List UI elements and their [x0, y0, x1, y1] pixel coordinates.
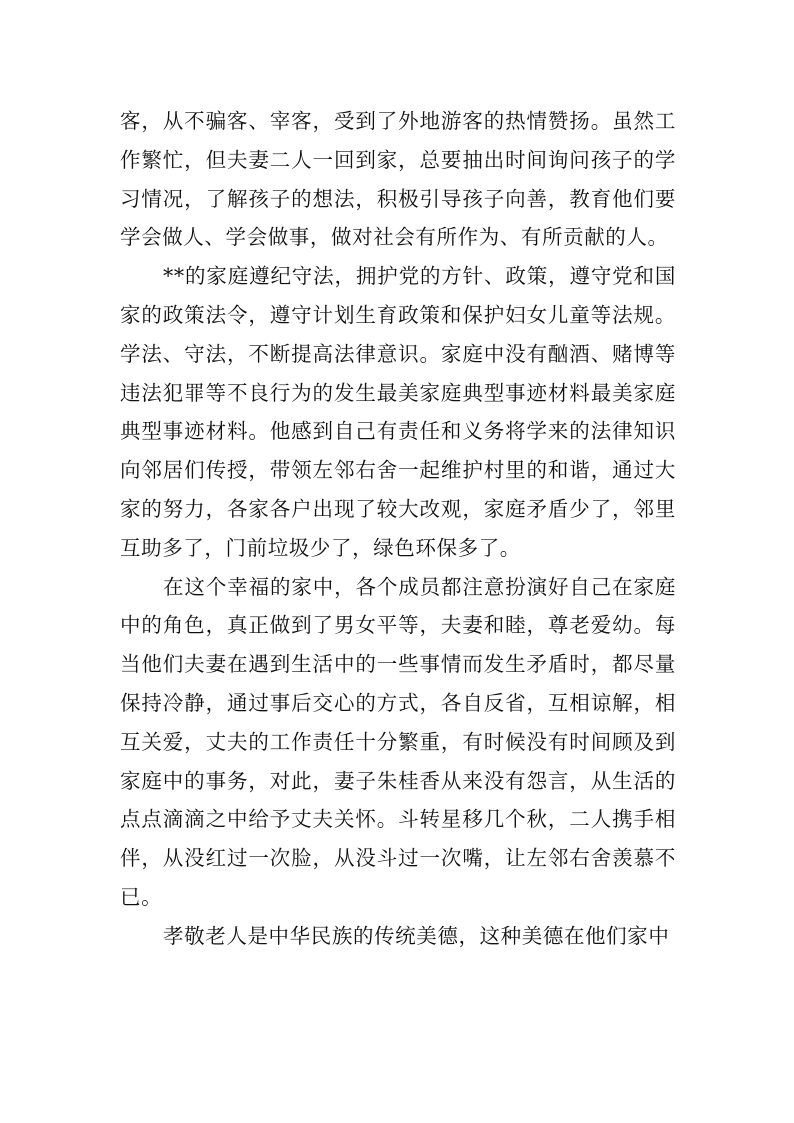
paragraph-3: 在这个幸福的家中，各个成员都注意扮演好自己在家庭中的角色，真正做到了男女平等，夫妻和睦，尊老爱幼。每当他们夫妻在遇到生活中的一些事情而发生矛盾时，都尽量保持冷静，通过事后交心的方式，各自反省，互相谅解，相互关爱，丈夫的工作责任十分繁重，有时候没有时间顾及到家庭中的事务，对此，妻子朱桂香从来没有怨言，从生活的点点滴滴之中给予丈夫关怀。斗转星移几个秋，二人携手相伴，从没红过一次脸，从没斗过一次嘴，让左邻右舍羡慕不已。 — [120, 574, 676, 909]
paragraph-4: 孝敬老人是中华民族的传统美德，这种美德在他们家中 — [163, 923, 670, 948]
document-body — [120, 102, 676, 956]
paragraph-1: 客，从不骗客、宰客，受到了外地游客的热情赞扬。虽然工作繁忙，但夫妻二人一回到家，总要抽出时间询问孩子的学习情况，了解孩子的想法，积极引导孩子向善，教育他们要学会做人、学会做事，做对社会有所作为、有所贡献的人。 — [120, 109, 676, 250]
paragraph-2: **的家庭遵纪守法，拥护党的方针、政策，遵守党和国家的政策法令，遵守计划生育政策和保护妇女儿童等法规。学法、守法，不断提高法律意识。家庭中没有酗酒、赌博等违法犯罪等不良行为的发生最美家庭典型事迹材料最美家庭典型事迹材料。他感到自己有责任和义务将学来的法律知识向邻居们传授，带领左邻右舍一起维护村里的和谐，通过大家的努力，各家各户出现了较大改观，家庭矛盾少了，邻里互助多了，门前垃圾少了，绿色环保多了。 — [120, 264, 676, 560]
